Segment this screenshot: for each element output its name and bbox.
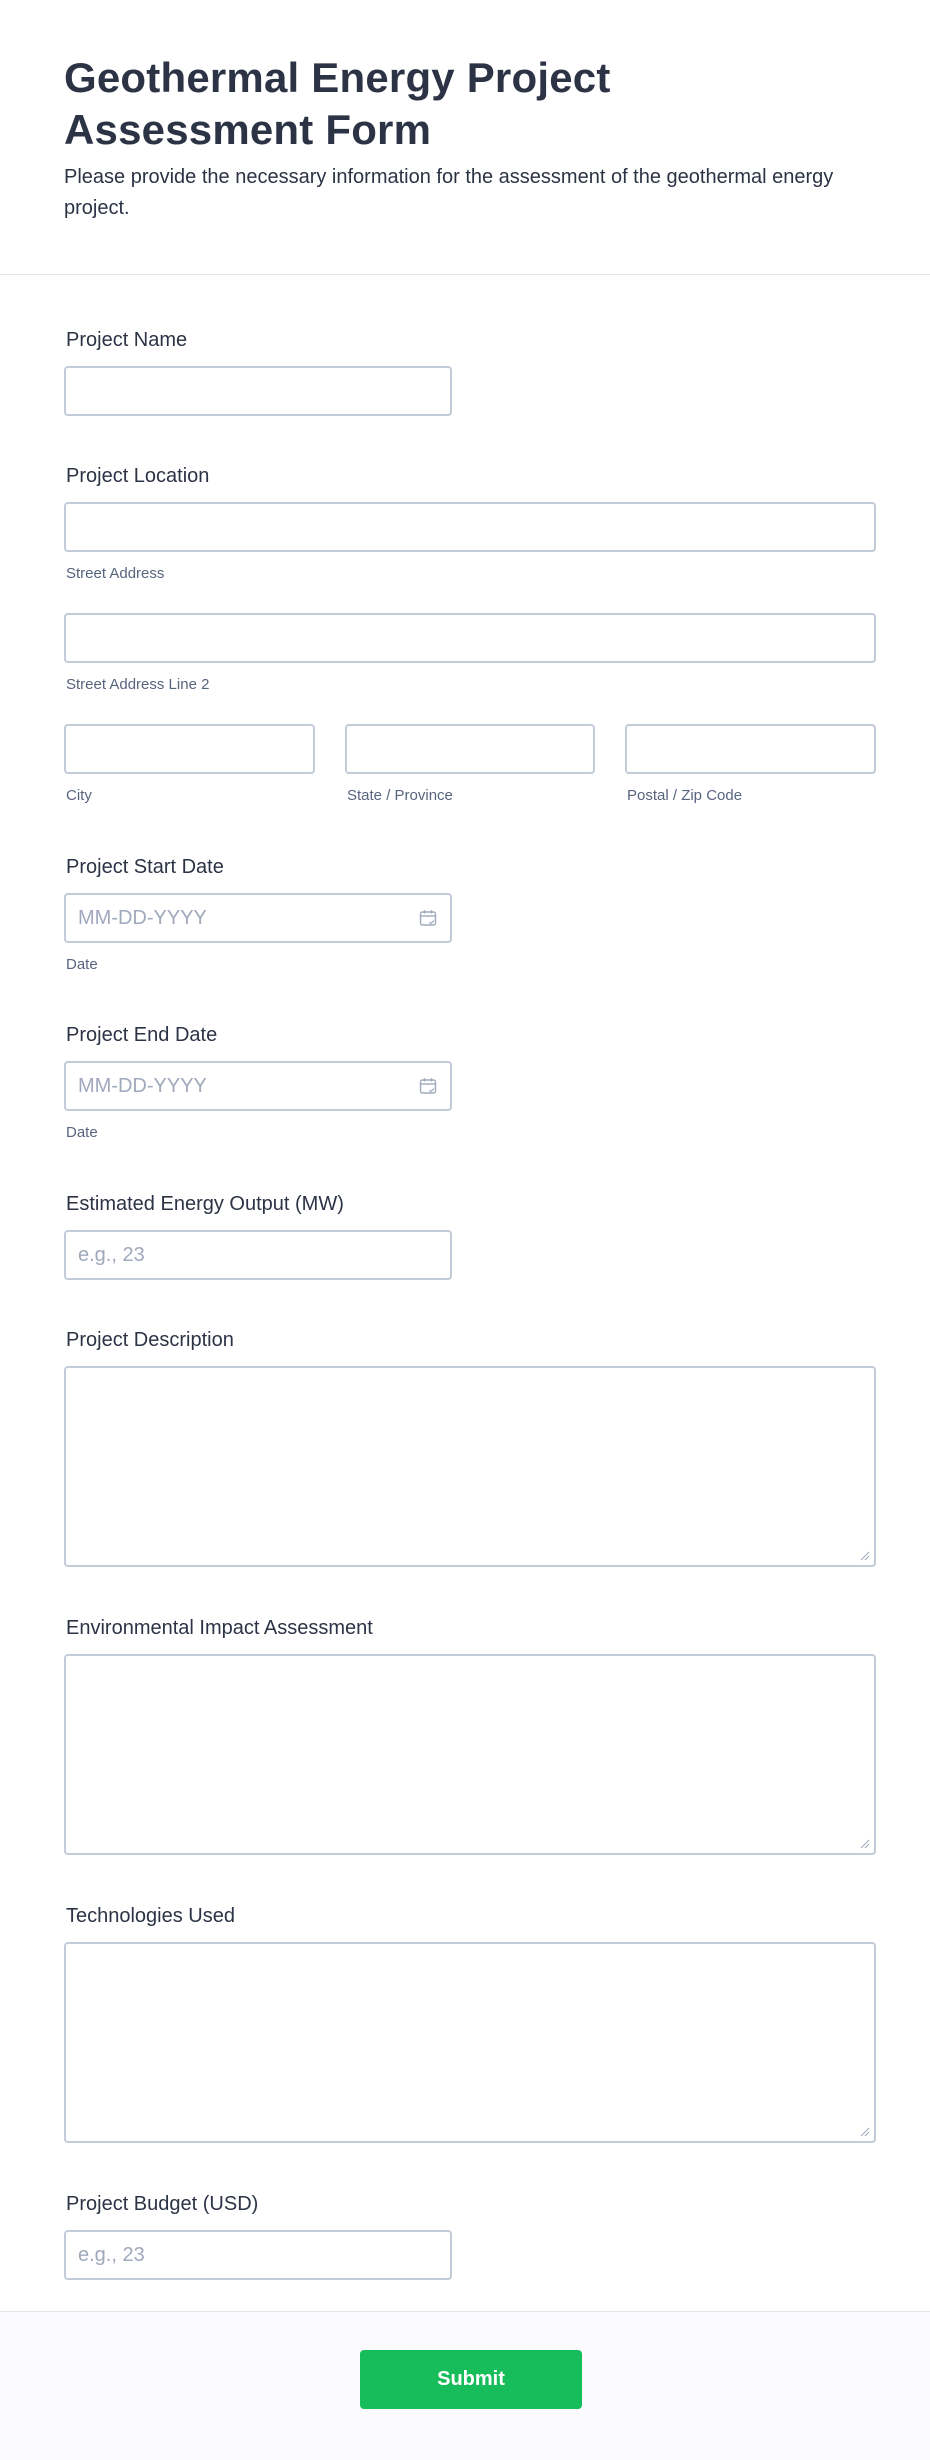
energy-output-label: Estimated Energy Output (MW): [66, 1193, 344, 1215]
project-name-input[interactable]: [64, 366, 452, 416]
project-budget-input[interactable]: [64, 2230, 452, 2280]
project-description-textarea[interactable]: [64, 1366, 876, 1567]
resize-grip-icon[interactable]: [860, 1551, 870, 1561]
street-address-line2-sublabel: Street Address Line 2: [66, 676, 210, 693]
energy-output-input[interactable]: [64, 1230, 452, 1280]
technologies-used-label: Technologies Used: [66, 1905, 235, 1927]
project-description-label: Project Description: [66, 1329, 234, 1351]
resize-grip-icon[interactable]: [860, 2127, 870, 2137]
end-date-sublabel: Date: [66, 1124, 98, 1141]
city-input[interactable]: [64, 724, 315, 774]
form-body: [0, 275, 930, 2305]
form-subtitle: Please provide the necessary information for the assessment of the geothermal energy project.: [64, 166, 834, 219]
street-address-line2-input[interactable]: [64, 613, 876, 663]
start-date-input[interactable]: [64, 893, 452, 943]
street-address-sublabel: Street Address: [66, 565, 165, 582]
project-budget-label: Project Budget (USD): [66, 2193, 259, 2215]
calendar-icon[interactable]: [419, 1077, 437, 1095]
form-title: Geothermal Energy Project Assessment Form: [64, 54, 611, 153]
state-province-input[interactable]: [345, 724, 595, 774]
form-header: [0, 0, 930, 275]
resize-grip-icon[interactable]: [860, 1839, 870, 1849]
submit-button[interactable]: Submit: [360, 2350, 582, 2409]
project-location-label: Project Location: [66, 465, 210, 487]
postal-code-input[interactable]: [625, 724, 876, 774]
calendar-icon[interactable]: [419, 909, 437, 927]
start-date-label: Project Start Date: [66, 856, 224, 878]
project-name-label: Project Name: [66, 329, 188, 351]
city-sublabel: City: [66, 787, 92, 804]
postal-code-sublabel: Postal / Zip Code: [627, 787, 743, 804]
end-date-input[interactable]: [64, 1061, 452, 1111]
start-date-sublabel: Date: [66, 956, 98, 973]
state-province-sublabel: State / Province: [347, 787, 453, 804]
environmental-impact-textarea[interactable]: [64, 1654, 876, 1855]
technologies-used-textarea[interactable]: [64, 1942, 876, 2143]
environmental-impact-label: Environmental Impact Assessment: [66, 1617, 373, 1639]
end-date-label: Project End Date: [66, 1024, 218, 1046]
form-footer: [0, 2311, 930, 2460]
street-address-input[interactable]: [64, 502, 876, 552]
